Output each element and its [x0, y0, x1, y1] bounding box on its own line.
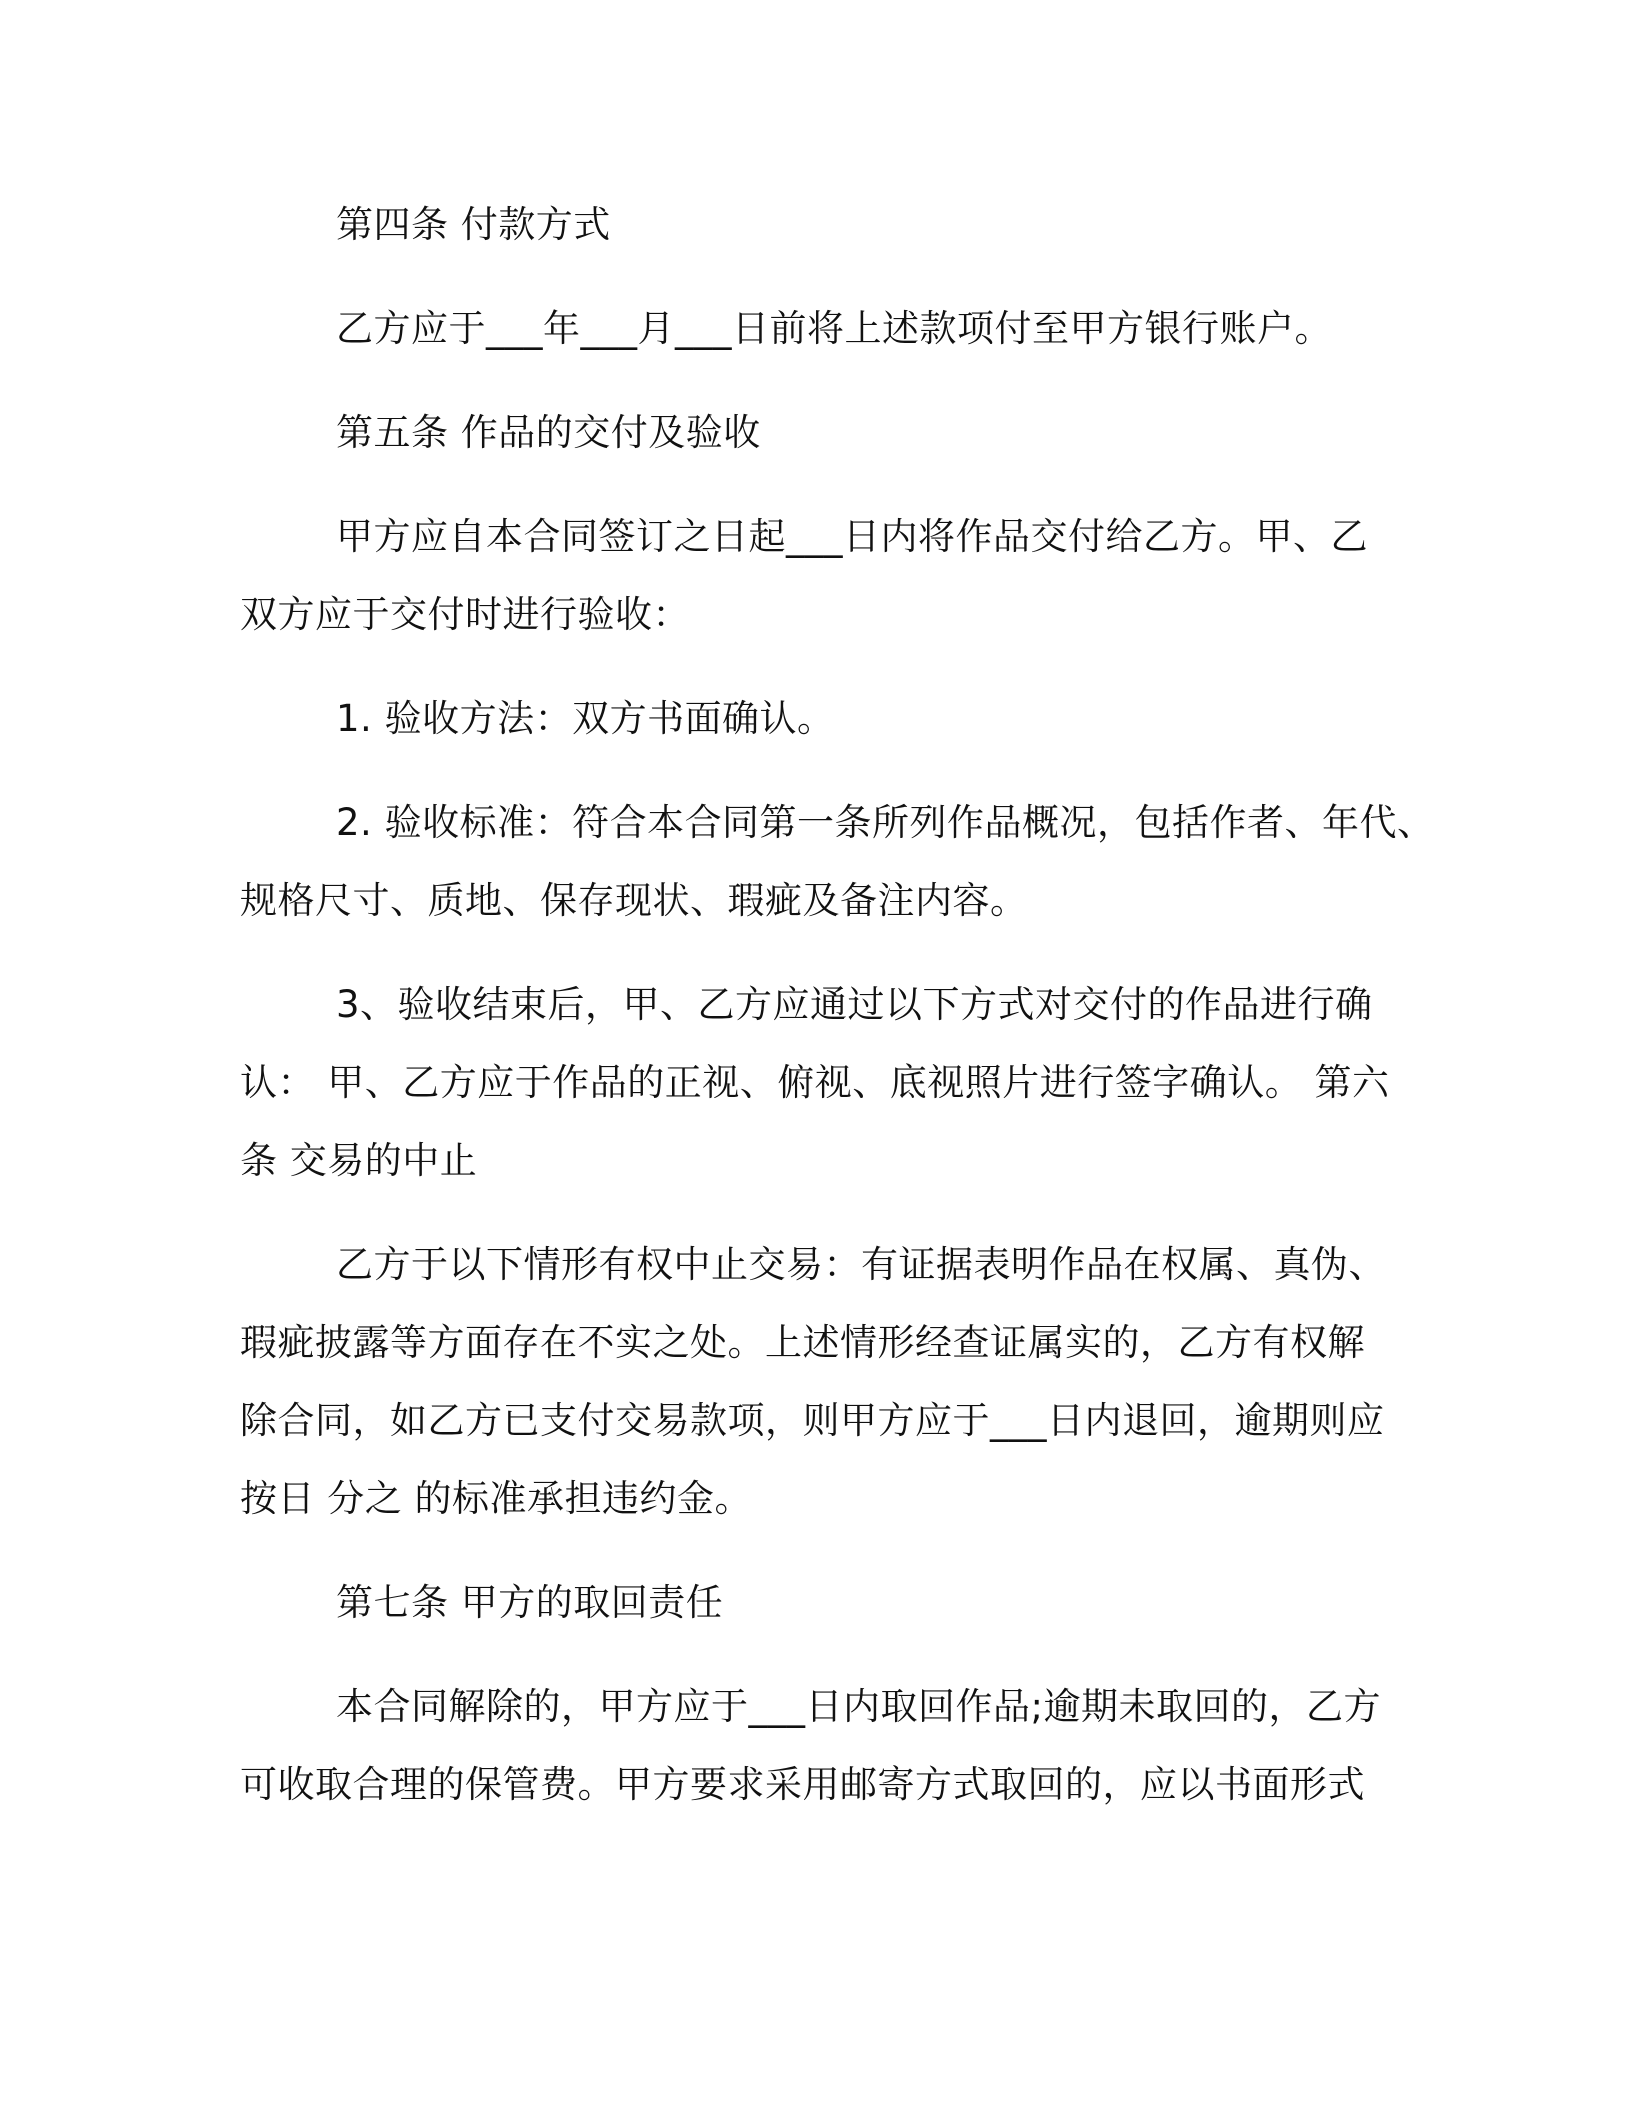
article-5-heading: 第五条 作品的交付及验收 [336, 411, 761, 454]
list-item: 2. 验收标准：符合本合同第一条所列作品概况，包括作者、年代、 [336, 801, 1435, 844]
paragraph-line: 双方应于交付时进行验收： [240, 593, 690, 636]
paragraph-line: 甲方应自本合同签订之日起___日内将作品交付给乙方。甲、乙 [336, 515, 1368, 558]
paragraph-line: 乙方于以下情形有权中止交易：有证据表明作品在权属、真伪、 [336, 1243, 1386, 1286]
article-4-heading: 第四条 付款方式 [336, 203, 611, 246]
list-item: 1. 验收方法：双方书面确认。 [336, 697, 835, 740]
paragraph-line: 除合同，如乙方已支付交易款项，则甲方应于___日内退回，逾期则应 [240, 1399, 1385, 1442]
list-item: 3、验收结束后，甲、乙方应通过以下方式对交付的作品进行确 [336, 983, 1373, 1026]
paragraph-line: 规格尺寸、质地、保存现状、瑕疵及备注内容。 [240, 879, 1028, 922]
paragraph-line: 按日 分之 的标准承担违约金。 [240, 1477, 753, 1520]
paragraph-line: 认： 甲、乙方应于作品的正视、俯视、底视照片进行签字确认。 第六 [240, 1061, 1390, 1104]
paragraph-line: 可收取合理的保管费。甲方要求采用邮寄方式取回的，应以书面形式 [240, 1763, 1365, 1806]
document-body [240, 186, 1435, 1824]
paragraph-line: 瑕疵披露等方面存在不实之处。上述情形经查证属实的，乙方有权解 [240, 1321, 1365, 1364]
paragraph-line: 本合同解除的，甲方应于___日内取回作品;逾期未取回的，乙方 [336, 1685, 1381, 1728]
paragraph-line: 乙方应于___年___月___日前将上述款项付至甲方银行账户。 [336, 307, 1332, 350]
article-7-heading: 第七条 甲方的取回责任 [336, 1581, 724, 1624]
article-6-heading: 条 交易的中止 [240, 1139, 478, 1182]
